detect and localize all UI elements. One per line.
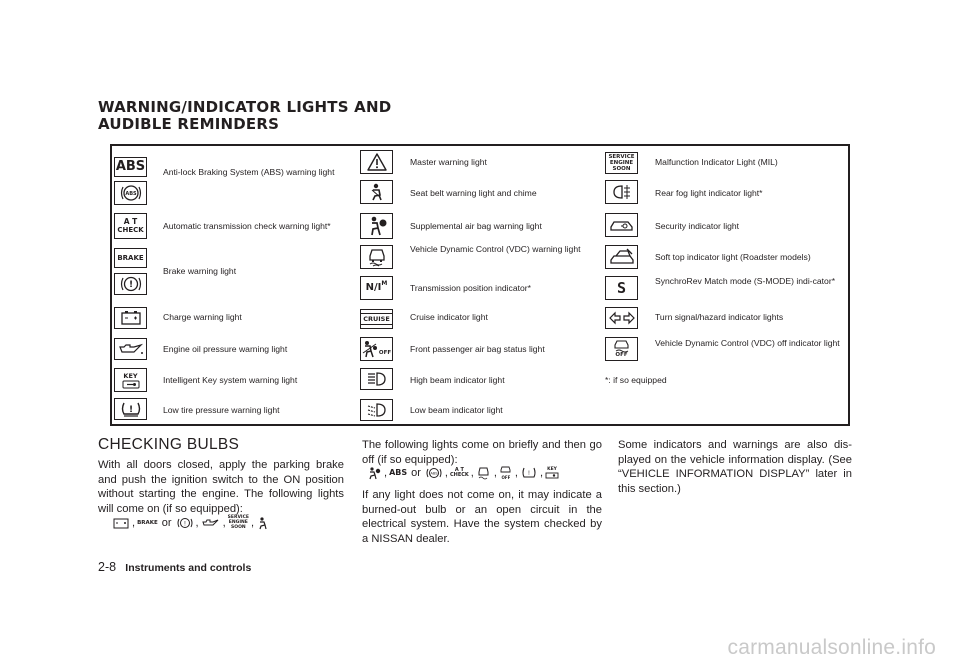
section-title: CHECKING BULBS [98, 436, 240, 453]
vdc-off-icon: OFF [605, 337, 638, 361]
checking-col3-paragraph: Some indicators and warnings are also dis-played on the vehicle information display. (See “VEHICLE INFORMATION DISPLAY” later in this section.) [618, 439, 852, 495]
page-footer [98, 560, 251, 574]
oil-can-icon [201, 517, 221, 529]
low-beam-label: Low beam indicator light [410, 405, 503, 415]
page-number: 2-8 [98, 560, 117, 574]
master-warning-label: Master warning light [410, 157, 487, 167]
security-car-icon [605, 213, 638, 237]
page-heading [98, 99, 391, 133]
seat-belt-label: Seat belt warning light and chime [410, 188, 537, 198]
vdc-label: Vehicle Dynamic Control (VDC) warning light [410, 244, 581, 254]
svg-text:!: ! [183, 521, 186, 527]
service-engine-soon-icon: SERVICE ENGINE SOON [605, 152, 638, 174]
key-icon: KEY [114, 368, 147, 392]
key-icon: KEY [545, 467, 559, 479]
watermark: carmanualsonline.info [727, 636, 936, 659]
checking-col3-text [618, 438, 852, 496]
tire-pressure-icon [114, 398, 147, 420]
cruise-icon: CRUISE [360, 309, 393, 329]
svg-text:ABS: ABS [124, 191, 137, 197]
high-beam-icon [360, 368, 393, 390]
s-mode-label: SynchroRev Match mode (S-MODE) indi-cator* [655, 276, 836, 286]
brake-text-icon: BRAKE [137, 519, 158, 526]
security-label: Security indicator light [655, 221, 740, 231]
checking-col2-intro-paragraph: The following lights come on briefly and then go off (if so equipped): [362, 439, 602, 466]
intelligent-key-label: Intelligent Key system warning light [163, 375, 298, 385]
or-text: or [161, 516, 172, 529]
soft-top-icon [605, 245, 638, 269]
abs-text-icon: ABS [114, 157, 147, 177]
svg-text:!: ! [528, 471, 530, 477]
brake-circle-icon [176, 516, 194, 530]
checking-col2-icons: , ABS or ABS , A T CHECK , , OFF , ! , KEY [366, 466, 559, 480]
seat-belt-icon [360, 180, 393, 204]
tire-pressure-label: Low tire pressure warning light [163, 405, 280, 415]
heading-line-1: WARNING/INDICATOR LIGHTS AND [98, 98, 392, 116]
charge-label: Charge warning light [163, 312, 242, 322]
at-check-icon: A T CHECK [114, 213, 147, 239]
svg-text:!: ! [128, 280, 133, 290]
rear-fog-icon [605, 180, 638, 204]
airbag-label: Supplemental air bag warning light [410, 221, 542, 231]
passenger-airbag-label: Front passenger air bag status light [410, 344, 545, 354]
low-beam-icon [360, 399, 393, 421]
service-engine-soon-icon: SERVICE ENGINE SOON [227, 515, 249, 530]
abs-circle-icon [425, 466, 443, 480]
battery-icon [114, 307, 147, 329]
checking-col2-paragraph: If any light does not come on, it may indicate a burned-out bulb or an open circuit in the electrical system. Have the system checked by a NISSAN dealer. [362, 489, 602, 545]
abs-circle-icon [114, 181, 147, 205]
seat-belt-icon [256, 516, 270, 530]
at-check-icon: A T CHECK [449, 467, 469, 478]
checking-col1-icons: , BRAKE or ! , , SERVICE ENGINE SOON , [112, 515, 270, 530]
abs-label: Anti-lock Braking System (ABS) warning light [163, 167, 335, 177]
vdc-icon [476, 466, 492, 480]
checking-col1-paragraph: With all doors closed, apply the parking brake and push the ignition switch to the ON position without starting the engine. The following lights will come on (if so equipped): [98, 459, 344, 515]
battery-icon [112, 516, 130, 529]
footnote: *: if so equipped [605, 375, 667, 385]
passenger-airbag-off-icon: OFF [360, 337, 393, 361]
oil-pressure-label: Engine oil pressure warning light [163, 344, 288, 354]
tire-pressure-icon [520, 466, 538, 480]
mil-label: Malfunction Indicator Light (MIL) [655, 157, 778, 167]
brake-label: Brake warning light [163, 266, 237, 276]
checking-col2-text [362, 488, 602, 546]
oil-can-icon [114, 338, 147, 360]
brake-circle-icon [114, 273, 147, 295]
brake-text-icon: BRAKE [114, 248, 147, 268]
vdc-icon [360, 245, 393, 269]
abs-text-icon: ABS [389, 468, 408, 477]
transmission-position-icon: N/I M [360, 276, 393, 300]
vdc-off-label: Vehicle Dynamic Control (VDC) off indicator light [655, 338, 840, 348]
cruise-label: Cruise indicator light [410, 312, 488, 322]
checking-col2-intro [362, 438, 602, 467]
or-text: or [411, 467, 421, 479]
s-mode-icon: S [605, 276, 638, 300]
checking-col1-text [98, 458, 344, 516]
master-warning-icon [360, 150, 393, 174]
rear-fog-label: Rear fog light indicator light* [655, 188, 763, 198]
svg-text:!: ! [128, 405, 133, 415]
turn-signal-icon [605, 307, 638, 329]
transmission-position-label: Transmission position indicator* [410, 283, 532, 293]
svg-text:ABS: ABS [430, 471, 438, 476]
high-beam-label: High beam indicator light [410, 375, 505, 385]
at-check-label: Automatic transmission check warning light* [163, 221, 331, 231]
soft-top-label: Soft top indicator light (Roadster models) [655, 252, 811, 262]
heading-line-2: AUDIBLE REMINDERS [98, 115, 280, 133]
section-name: Instruments and controls [125, 562, 252, 574]
airbag-icon [366, 466, 382, 480]
airbag-icon [360, 213, 393, 239]
vdc-off-icon: OFF [499, 466, 513, 480]
turn-signal-label: Turn signal/hazard indicator lights [655, 312, 784, 322]
